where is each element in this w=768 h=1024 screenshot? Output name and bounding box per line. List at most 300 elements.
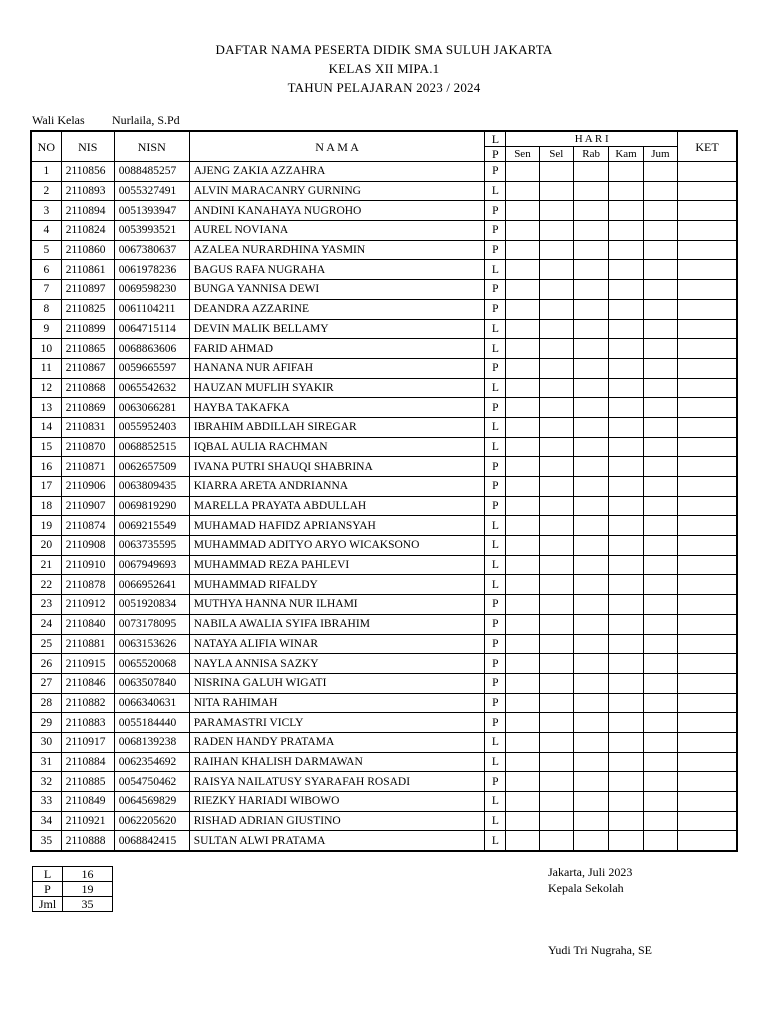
row-attendance-cell <box>539 772 573 792</box>
row-ket-cell <box>678 477 737 497</box>
row-attendance-cell <box>539 693 573 713</box>
row-no: 4 <box>31 221 61 241</box>
signature-name: Yudi Tri Nugraha, SE <box>548 943 653 957</box>
row-no: 18 <box>31 496 61 516</box>
table-row <box>31 280 737 300</box>
row-nis: 2110910 <box>61 555 114 575</box>
row-attendance-cell <box>539 339 573 359</box>
row-ket-cell <box>678 614 737 634</box>
row-attendance-cell <box>506 654 539 674</box>
row-attendance-cell <box>643 299 677 319</box>
row-nis: 2110861 <box>61 260 114 280</box>
row-nisn: 0063066281 <box>114 398 189 418</box>
row-no: 27 <box>31 673 61 693</box>
table-row <box>31 201 737 221</box>
row-nama: HAUZAN MUFLIH SYAKIR <box>189 378 485 398</box>
row-no: 19 <box>31 516 61 536</box>
row-attendance-cell <box>506 831 539 851</box>
row-no: 6 <box>31 260 61 280</box>
homeroom-label: Wali Kelas <box>32 113 85 127</box>
row-lp: P <box>485 162 506 182</box>
row-attendance-cell <box>506 280 539 300</box>
row-attendance-cell <box>609 811 643 831</box>
row-attendance-cell <box>609 457 643 477</box>
table-row <box>31 752 737 772</box>
row-attendance-cell <box>643 339 677 359</box>
row-attendance-cell <box>643 496 677 516</box>
table-row <box>31 634 737 654</box>
table-row <box>31 693 737 713</box>
row-attendance-cell <box>609 437 643 457</box>
row-nisn: 0061104211 <box>114 299 189 319</box>
row-nisn: 0066952641 <box>114 575 189 595</box>
row-no: 24 <box>31 614 61 634</box>
row-nis: 2110883 <box>61 713 114 733</box>
row-no: 13 <box>31 398 61 418</box>
table-row <box>31 181 737 201</box>
row-ket-cell <box>678 536 737 556</box>
row-no: 20 <box>31 536 61 556</box>
row-ket-cell <box>678 654 737 674</box>
row-attendance-cell <box>573 536 608 556</box>
row-attendance-cell <box>573 752 608 772</box>
row-lp: L <box>485 181 506 201</box>
header-lp-p: P <box>485 147 506 162</box>
row-lp: P <box>485 496 506 516</box>
row-nis: 2110882 <box>61 693 114 713</box>
header-day-kam: Kam <box>609 147 643 162</box>
title-year: TAHUN PELAJARAN 2023 / 2024 <box>287 80 481 95</box>
row-attendance-cell <box>573 437 608 457</box>
row-nis: 2110885 <box>61 772 114 792</box>
table-row <box>31 240 737 260</box>
row-attendance-cell <box>506 299 539 319</box>
row-ket-cell <box>678 339 737 359</box>
row-attendance-cell <box>643 221 677 241</box>
row-attendance-cell <box>609 378 643 398</box>
row-attendance-cell <box>643 555 677 575</box>
row-lp: L <box>485 378 506 398</box>
row-attendance-cell <box>573 417 608 437</box>
row-attendance-cell <box>539 654 573 674</box>
row-ket-cell <box>678 280 737 300</box>
row-lp: P <box>485 634 506 654</box>
row-attendance-cell <box>506 713 539 733</box>
row-ket-cell <box>678 201 737 221</box>
row-attendance-cell <box>573 654 608 674</box>
row-attendance-cell <box>539 181 573 201</box>
row-nis: 2110825 <box>61 299 114 319</box>
row-attendance-cell <box>643 437 677 457</box>
row-attendance-cell <box>573 260 608 280</box>
row-lp: P <box>485 240 506 260</box>
row-ket-cell <box>678 732 737 752</box>
row-attendance-cell <box>609 634 643 654</box>
row-attendance-cell <box>643 673 677 693</box>
row-lp: P <box>485 221 506 241</box>
row-attendance-cell <box>609 260 643 280</box>
row-ket-cell <box>678 831 737 851</box>
header-lp-l: L <box>485 131 506 147</box>
row-nis: 2110912 <box>61 595 114 615</box>
table-row <box>31 339 737 359</box>
homeroom-name: Nurlaila, S.Pd <box>112 113 180 127</box>
row-lp: L <box>485 319 506 339</box>
row-ket-cell <box>678 358 737 378</box>
row-ket-cell <box>678 634 737 654</box>
row-nisn: 0063809435 <box>114 477 189 497</box>
row-attendance-cell <box>506 516 539 536</box>
table-row <box>31 713 737 733</box>
table-row <box>31 516 737 536</box>
row-nis: 2110840 <box>61 614 114 634</box>
row-attendance-cell <box>643 280 677 300</box>
row-lp: P <box>485 477 506 497</box>
title-class: KELAS XII MIPA.1 <box>328 61 440 76</box>
row-attendance-cell <box>609 575 643 595</box>
row-nisn: 0073178095 <box>114 614 189 634</box>
row-no: 14 <box>31 417 61 437</box>
row-lp: L <box>485 417 506 437</box>
row-attendance-cell <box>506 477 539 497</box>
row-attendance-cell <box>506 536 539 556</box>
row-ket-cell <box>678 516 737 536</box>
table-row <box>31 437 737 457</box>
row-attendance-cell <box>643 319 677 339</box>
row-attendance-cell <box>573 811 608 831</box>
row-attendance-cell <box>506 614 539 634</box>
signature-role: Kepala Sekolah <box>548 881 624 895</box>
row-nis: 2110871 <box>61 457 114 477</box>
row-lp: P <box>485 693 506 713</box>
table-row <box>31 496 737 516</box>
row-attendance-cell <box>539 398 573 418</box>
row-attendance-cell <box>609 339 643 359</box>
row-lp: P <box>485 280 506 300</box>
row-nama: AUREL NOVIANA <box>189 221 485 241</box>
row-no: 28 <box>31 693 61 713</box>
row-attendance-cell <box>643 654 677 674</box>
row-attendance-cell <box>609 516 643 536</box>
table-row <box>31 417 737 437</box>
row-no: 29 <box>31 713 61 733</box>
table-row <box>31 831 737 851</box>
row-attendance-cell <box>539 732 573 752</box>
table-row <box>31 260 737 280</box>
row-attendance-cell <box>506 398 539 418</box>
row-nama: RAIHAN KHALISH DARMAWAN <box>189 752 485 772</box>
row-attendance-cell <box>609 772 643 792</box>
row-nis: 2110884 <box>61 752 114 772</box>
row-no: 5 <box>31 240 61 260</box>
row-attendance-cell <box>539 595 573 615</box>
row-nisn: 0051920834 <box>114 595 189 615</box>
row-attendance-cell <box>506 162 539 182</box>
row-attendance-cell <box>539 477 573 497</box>
header-no: NO <box>31 131 61 162</box>
row-no: 25 <box>31 634 61 654</box>
row-attendance-cell <box>539 280 573 300</box>
table-row <box>31 654 737 674</box>
header-nama: N A M A <box>189 131 485 162</box>
row-lp: L <box>485 752 506 772</box>
row-ket-cell <box>678 555 737 575</box>
table-row <box>31 595 737 615</box>
summary-value: 35 <box>63 897 113 912</box>
row-ket-cell <box>678 673 737 693</box>
document-title <box>0 40 768 97</box>
row-nisn: 0069598230 <box>114 280 189 300</box>
row-attendance-cell <box>539 516 573 536</box>
row-attendance-cell <box>539 555 573 575</box>
row-attendance-cell <box>573 496 608 516</box>
row-attendance-cell <box>539 358 573 378</box>
row-lp: L <box>485 831 506 851</box>
row-nisn: 0062205620 <box>114 811 189 831</box>
row-lp: L <box>485 339 506 359</box>
row-nisn: 0069215549 <box>114 516 189 536</box>
row-attendance-cell <box>609 299 643 319</box>
row-attendance-cell <box>506 595 539 615</box>
row-lp: P <box>485 398 506 418</box>
summary-label: L <box>33 867 63 882</box>
row-attendance-cell <box>539 240 573 260</box>
table-row <box>31 358 737 378</box>
row-lp: P <box>485 595 506 615</box>
row-attendance-cell <box>506 260 539 280</box>
row-attendance-cell <box>506 496 539 516</box>
table-row <box>31 732 737 752</box>
row-attendance-cell <box>539 299 573 319</box>
row-attendance-cell <box>643 378 677 398</box>
row-nisn: 0068863606 <box>114 339 189 359</box>
row-nama: RAISYA NAILATUSY SYARAFAH ROSADI <box>189 772 485 792</box>
table-row <box>31 792 737 812</box>
row-attendance-cell <box>506 555 539 575</box>
row-nisn: 0067380637 <box>114 240 189 260</box>
row-nisn: 0062354692 <box>114 752 189 772</box>
row-lp: P <box>485 673 506 693</box>
row-no: 2 <box>31 181 61 201</box>
row-attendance-cell <box>609 477 643 497</box>
row-attendance-cell <box>573 280 608 300</box>
row-attendance-cell <box>609 693 643 713</box>
student-table <box>30 130 738 852</box>
row-attendance-cell <box>643 457 677 477</box>
row-no: 8 <box>31 299 61 319</box>
row-nama: AJENG ZAKIA AZZAHRA <box>189 162 485 182</box>
header-day-jum: Jum <box>643 147 677 162</box>
row-nama: MUTHYA HANNA NUR ILHAMI <box>189 595 485 615</box>
row-nisn: 0066340631 <box>114 693 189 713</box>
row-no: 10 <box>31 339 61 359</box>
row-no: 1 <box>31 162 61 182</box>
row-attendance-cell <box>643 575 677 595</box>
row-nisn: 0067949693 <box>114 555 189 575</box>
row-nis: 2110865 <box>61 339 114 359</box>
row-nisn: 0088485257 <box>114 162 189 182</box>
row-attendance-cell <box>643 260 677 280</box>
row-attendance-cell <box>506 792 539 812</box>
row-attendance-cell <box>609 536 643 556</box>
row-attendance-cell <box>573 201 608 221</box>
row-no: 32 <box>31 772 61 792</box>
row-attendance-cell <box>573 831 608 851</box>
row-nis: 2110870 <box>61 437 114 457</box>
table-row <box>31 811 737 831</box>
row-nis: 2110897 <box>61 280 114 300</box>
row-nama: HANANA NUR AFIFAH <box>189 358 485 378</box>
row-attendance-cell <box>573 240 608 260</box>
row-nama: MUHAMMAD RIFALDY <box>189 575 485 595</box>
row-attendance-cell <box>609 732 643 752</box>
row-no: 26 <box>31 654 61 674</box>
table-row <box>31 398 737 418</box>
row-attendance-cell <box>573 162 608 182</box>
row-ket-cell <box>678 299 737 319</box>
row-attendance-cell <box>573 713 608 733</box>
row-nama: RISHAD ADRIAN GIUSTINO <box>189 811 485 831</box>
row-attendance-cell <box>643 358 677 378</box>
summary-value: 16 <box>63 867 113 882</box>
row-lp: L <box>485 811 506 831</box>
row-nisn: 0065542632 <box>114 378 189 398</box>
table-row <box>31 673 737 693</box>
row-nisn: 0053993521 <box>114 221 189 241</box>
summary-label: Jml <box>33 897 63 912</box>
row-attendance-cell <box>609 162 643 182</box>
row-attendance-cell <box>573 575 608 595</box>
row-attendance-cell <box>609 792 643 812</box>
table-row <box>31 575 737 595</box>
row-attendance-cell <box>539 634 573 654</box>
row-ket-cell <box>678 162 737 182</box>
row-no: 31 <box>31 752 61 772</box>
row-attendance-cell <box>539 831 573 851</box>
row-attendance-cell <box>539 201 573 221</box>
header-hari: H A R I <box>506 131 678 147</box>
row-attendance-cell <box>609 614 643 634</box>
row-ket-cell <box>678 417 737 437</box>
row-nisn: 0063735595 <box>114 536 189 556</box>
row-attendance-cell <box>539 319 573 339</box>
row-attendance-cell <box>506 417 539 437</box>
row-nama: NITA RAHIMAH <box>189 693 485 713</box>
row-attendance-cell <box>506 673 539 693</box>
row-nisn: 0068852515 <box>114 437 189 457</box>
row-nama: RADEN HANDY PRATAMA <box>189 732 485 752</box>
table-row <box>31 162 737 182</box>
row-attendance-cell <box>506 378 539 398</box>
header-ket: KET <box>678 131 737 162</box>
row-attendance-cell <box>643 398 677 418</box>
row-nis: 2110869 <box>61 398 114 418</box>
row-attendance-cell <box>643 831 677 851</box>
table-row <box>31 555 737 575</box>
table-row <box>31 477 737 497</box>
row-nis: 2110868 <box>61 378 114 398</box>
row-ket-cell <box>678 437 737 457</box>
row-attendance-cell <box>609 398 643 418</box>
row-attendance-cell <box>506 772 539 792</box>
row-ket-cell <box>678 181 737 201</box>
row-attendance-cell <box>643 811 677 831</box>
row-attendance-cell <box>539 378 573 398</box>
row-nis: 2110846 <box>61 673 114 693</box>
row-nama: NABILA AWALIA SYIFA IBRAHIM <box>189 614 485 634</box>
row-nama: DEANDRA AZZARINE <box>189 299 485 319</box>
row-lp: P <box>485 299 506 319</box>
row-nis: 2110874 <box>61 516 114 536</box>
row-attendance-cell <box>609 240 643 260</box>
row-attendance-cell <box>643 595 677 615</box>
row-attendance-cell <box>643 772 677 792</box>
row-attendance-cell <box>573 595 608 615</box>
row-nama: MUHAMMAD REZA PAHLEVI <box>189 555 485 575</box>
row-attendance-cell <box>609 181 643 201</box>
row-nisn: 0059665597 <box>114 358 189 378</box>
row-attendance-cell <box>643 693 677 713</box>
row-attendance-cell <box>573 693 608 713</box>
row-attendance-cell <box>609 595 643 615</box>
row-nis: 2110906 <box>61 477 114 497</box>
row-no: 17 <box>31 477 61 497</box>
row-attendance-cell <box>573 732 608 752</box>
student-rows <box>31 162 737 852</box>
row-attendance-cell <box>506 811 539 831</box>
row-nisn: 0069819290 <box>114 496 189 516</box>
row-attendance-cell <box>643 713 677 733</box>
row-no: 11 <box>31 358 61 378</box>
row-nisn: 0055952403 <box>114 417 189 437</box>
row-attendance-cell <box>609 831 643 851</box>
row-nisn: 0061978236 <box>114 260 189 280</box>
row-attendance-cell <box>643 614 677 634</box>
homeroom-teacher <box>32 113 180 128</box>
row-attendance-cell <box>643 417 677 437</box>
row-attendance-cell <box>609 417 643 437</box>
row-attendance-cell <box>609 713 643 733</box>
row-nis: 2110849 <box>61 792 114 812</box>
row-nama: NISRINA GALUH WIGATI <box>189 673 485 693</box>
row-nisn: 0062657509 <box>114 457 189 477</box>
row-nama: SULTAN ALWI PRATAMA <box>189 831 485 851</box>
row-attendance-cell <box>643 634 677 654</box>
row-nis: 2110917 <box>61 732 114 752</box>
row-attendance-cell <box>609 358 643 378</box>
row-no: 7 <box>31 280 61 300</box>
row-nis: 2110860 <box>61 240 114 260</box>
row-attendance-cell <box>643 181 677 201</box>
row-attendance-cell <box>539 792 573 812</box>
row-nis: 2110921 <box>61 811 114 831</box>
row-attendance-cell <box>643 792 677 812</box>
row-attendance-cell <box>573 772 608 792</box>
row-nama: IBRAHIM ABDILLAH SIREGAR <box>189 417 485 437</box>
row-nis: 2110893 <box>61 181 114 201</box>
row-attendance-cell <box>573 457 608 477</box>
row-attendance-cell <box>643 732 677 752</box>
title-school: DAFTAR NAMA PESERTA DIDIK SMA SULUH JAKARTA <box>215 42 553 57</box>
row-attendance-cell <box>643 536 677 556</box>
row-attendance-cell <box>539 614 573 634</box>
row-lp: L <box>485 437 506 457</box>
row-attendance-cell <box>643 201 677 221</box>
row-nisn: 0064715114 <box>114 319 189 339</box>
row-nama: MARELLA PRAYATA ABDULLAH <box>189 496 485 516</box>
row-nisn: 0055327491 <box>114 181 189 201</box>
row-nama: KIARRA ARETA ANDRIANNA <box>189 477 485 497</box>
